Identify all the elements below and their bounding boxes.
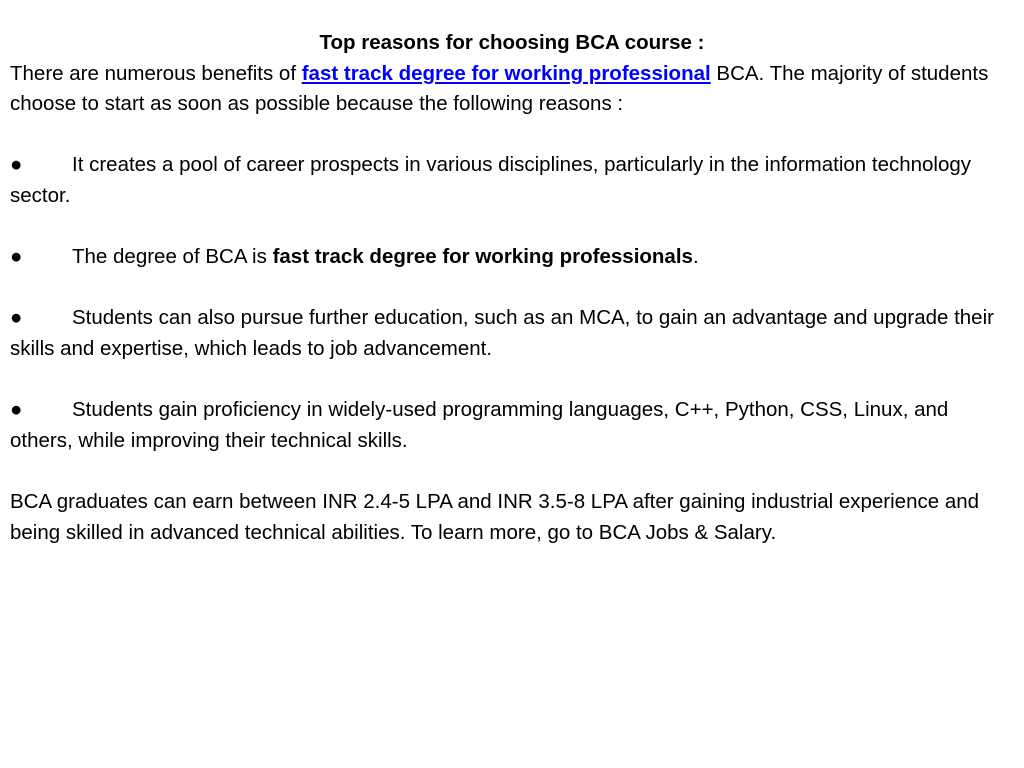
bullet-icon: ●	[10, 398, 23, 422]
bullet-text-prefix: The degree of BCA is	[72, 245, 273, 269]
intro-prefix: There are numerous benefits of	[10, 61, 302, 85]
intro-paragraph	[10, 59, 1014, 120]
bullet-item-4	[10, 395, 1014, 456]
closing-paragraph: BCA graduates can earn between INR 2.4-5 LPA and INR 3.5-8 LPA after gaining industrial experience and being skilled in advanced technical abilities. To learn more, go to BCA Jobs & Salary.	[10, 489, 980, 544]
bullet-icon: ●	[10, 245, 23, 269]
bullet-text: It creates a pool of career prospects in various disciplines, particularly in the information technology sector.	[10, 153, 972, 207]
fast-track-degree-link[interactable]: fast track degree for working professional	[301, 61, 711, 85]
spacer	[10, 120, 1014, 151]
bullet-item-3	[10, 303, 1014, 364]
bullet-text-suffix: .	[692, 245, 699, 269]
bullet-icon: ●	[10, 306, 23, 330]
page-title: Top reasons for choosing BCA course :	[319, 31, 705, 54]
bullet-text: Students gain proficiency in widely-used programming languages, C++, Python, CSS, Linux, and others, while improving their technical skills.	[10, 398, 949, 452]
bullet-item-1	[10, 150, 1014, 211]
spacer	[10, 273, 1014, 304]
bullet-text: Students can also pursue further education, such as an MCA, to gain an advantage and upgrade their skills and expertise, which leads to job advancement.	[10, 306, 994, 360]
bullet-item-2	[10, 242, 1014, 273]
spacer	[10, 456, 1014, 487]
slide-content	[10, 28, 1014, 548]
bullet-text-bold: fast track degree for working professionals	[272, 245, 693, 269]
intro-suffix: BCA. The majority of students choose to start as soon as possible because the following reasons :	[10, 61, 989, 116]
bullet-icon: ●	[10, 153, 23, 177]
spacer	[10, 365, 1014, 396]
spacer	[10, 212, 1014, 243]
